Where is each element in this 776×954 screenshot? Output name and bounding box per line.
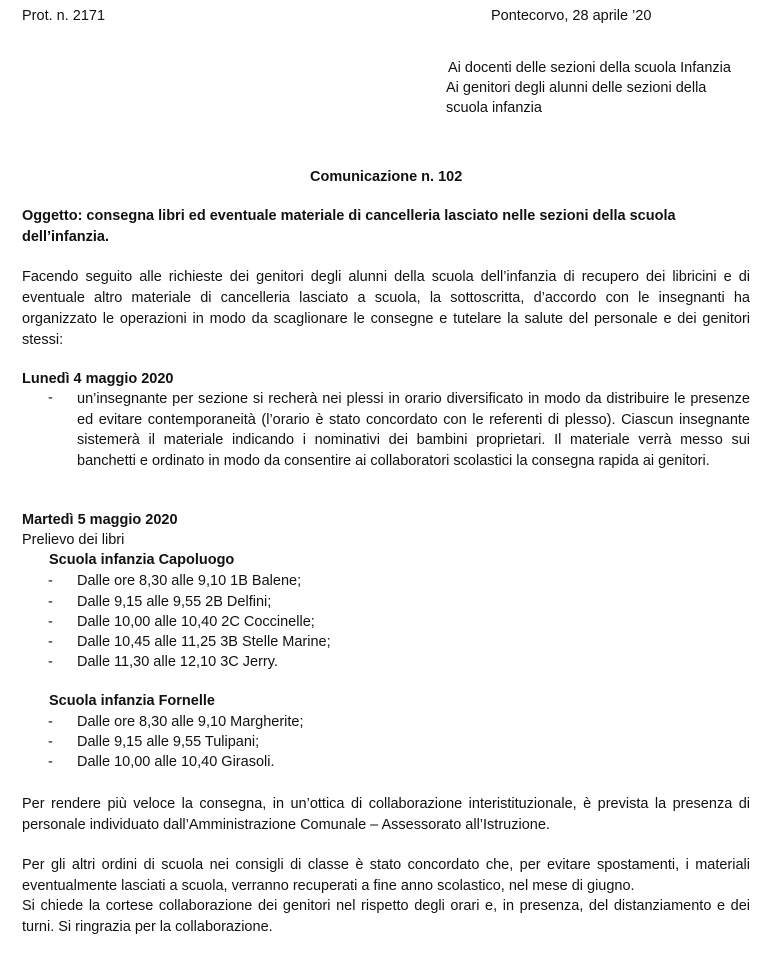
list-item: Dalle ore 8,30 alle 9,10 Margherite; (77, 714, 304, 730)
recipient-line: scuola infanzia (446, 100, 542, 116)
monday-heading: Lunedì 4 maggio 2020 (22, 371, 174, 387)
list-item: Dalle 10,00 alle 10,40 Girasoli. (77, 754, 275, 770)
monday-text: un’insegnante per sezione si recherà nei plessi in orario diversificato in modo da distribuire le presenze ed evitare contemporaneità (l’orario è stato concordato con le referenti di plesso). Ciascun insegnante sistemerà il materiale indicando i nominativi dei bambini proprietari. Il materiale verrà messo sui banchetti e ordinato in modo da consentire ai collaboratori scolastici la consegna rapida ai genitori. (77, 391, 750, 469)
collaboration-paragraph: Per rendere più veloce la consegna, in un’ottica di collaborazione interistituzionale, è prevista la presenza di personale individuato dall’Amministrazione Comunale – Assessorato all’Istruzione. (22, 796, 750, 833)
tuesday-heading: Martedì 5 maggio 2020 (22, 512, 178, 528)
list-dash: - (48, 390, 53, 406)
list-dash: - (48, 654, 53, 670)
list-item: Dalle 9,15 alle 9,55 Tulipani; (77, 734, 260, 750)
school-name: Scuola infanzia Capoluogo (49, 552, 235, 568)
recipient-line: Ai genitori degli alunni delle sezioni della (446, 80, 707, 96)
list-dash: - (48, 714, 53, 730)
protocol-number: Prot. n. 2171 (22, 8, 106, 24)
list-dash: - (48, 754, 53, 770)
intro-paragraph: Facendo seguito alle richieste dei genitori degli alunni della scuola dell’infanzia di recupero dei libricini e di eventuale altro materiale di cancelleria lasciato a scuola, la sottoscritta, d’accordo con le insegnanti ha organizzato le operazioni in modo da scaglionare le consegne e tutelare la salute del personale e dei genitori stessi: (22, 269, 750, 348)
list-dash: - (48, 614, 53, 630)
subject-line: dell’infanzia. (22, 229, 110, 245)
final-paragraph: Per gli altri ordini di scuola nei consigli di classe è stato concordato che, per evitare spostamenti, i materiali eventualmente lasciati a scuola, verranno recuperati a fine anno scolastico, nel mese di giugno. (22, 857, 750, 894)
list-dash: - (48, 734, 53, 750)
list-item: Dalle ore 8,30 alle 9,10 1B Balene; (77, 573, 302, 589)
closing-paragraph: Si chiede la cortese collaborazione dei genitori nel rispetto degli orari e, in presenza, del distanziamento e dei turni. Si ringrazia per la collaborazione. (22, 898, 750, 935)
list-item: Dalle 9,15 alle 9,55 2B Delfini; (77, 594, 272, 610)
list-dash: - (48, 573, 53, 589)
place-date: Pontecorvo, 28 aprile ’20 (491, 8, 652, 24)
list-item: Dalle 10,00 alle 10,40 2C Coccinelle; (77, 614, 315, 630)
subject-line: Oggetto: consegna libri ed eventuale materiale di cancelleria lasciato nelle sezioni della scuola (22, 208, 676, 224)
recipient-line: Ai docenti delle sezioni della scuola Infanzia (448, 60, 731, 76)
school-name: Scuola infanzia Fornelle (49, 693, 215, 709)
list-dash: - (48, 634, 53, 650)
document-title: Comunicazione n. 102 (310, 169, 463, 185)
list-item: Dalle 11,30 alle 12,10 3C Jerry. (77, 654, 278, 670)
tuesday-subheading: Prelievo dei libri (22, 532, 125, 548)
list-dash: - (48, 594, 53, 610)
list-item: Dalle 10,45 alle 11,25 3B Stelle Marine; (77, 634, 331, 650)
